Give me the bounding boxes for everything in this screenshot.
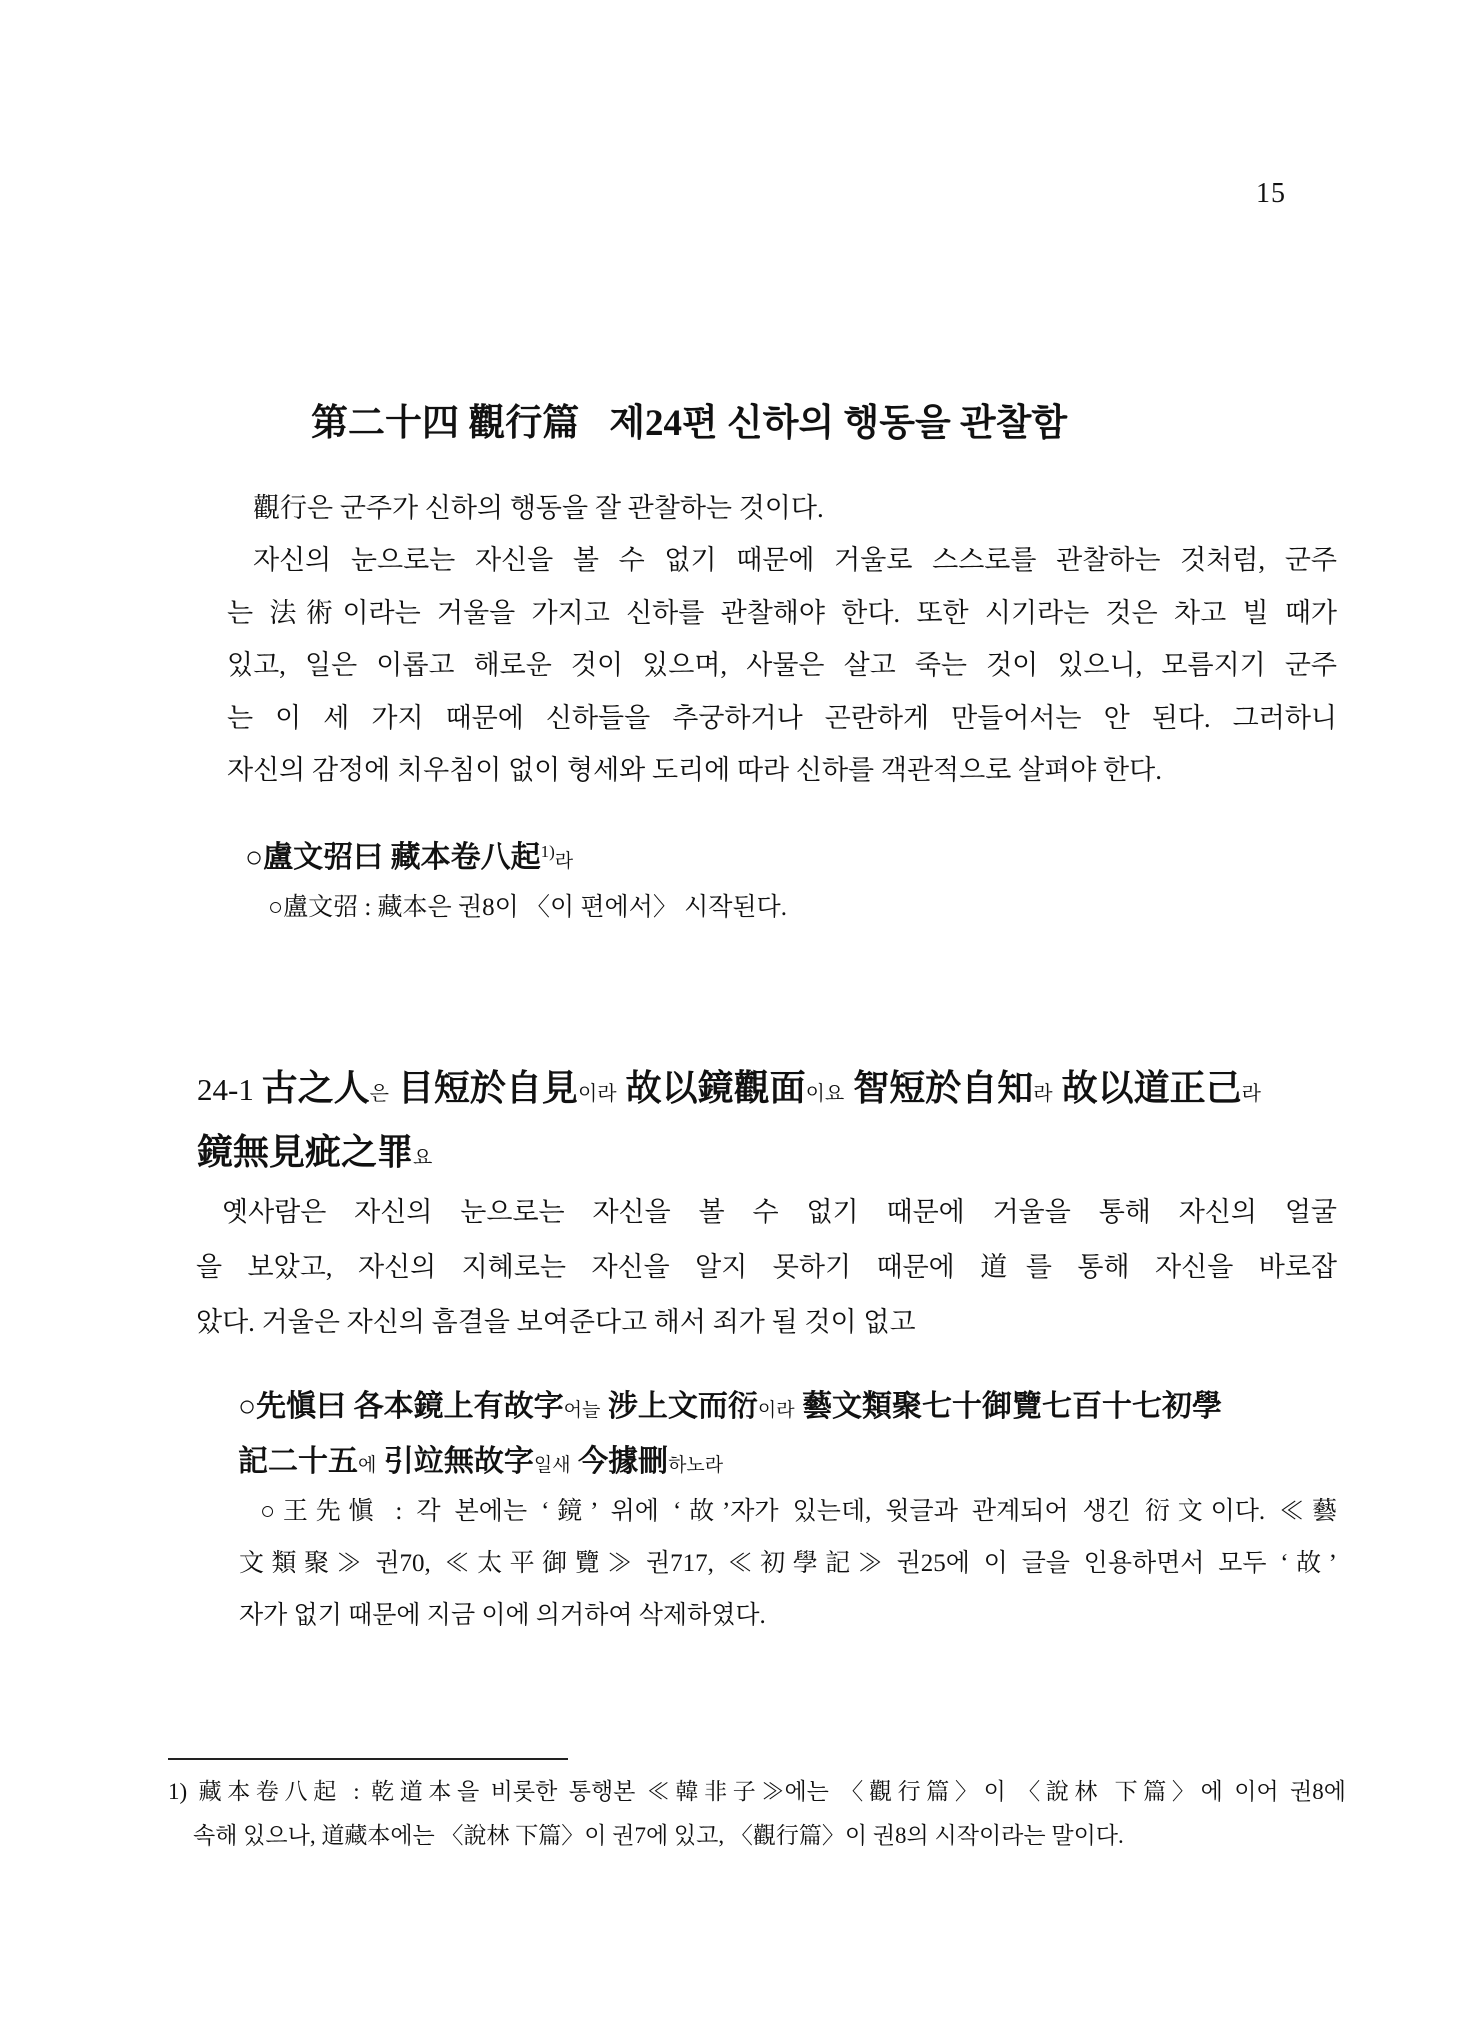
text-line: 文類聚≫ 권70, ≪太平御覽≫ 권717, ≪初學記≫ 권25에 이 글을 인용하면서 모두 ‘故’	[239, 1550, 1337, 1577]
text-line: ○王先愼 : 각 본에는 ‘鏡’ 위에 ‘故’자가 있는데, 윗글과 관계되어 생긴 衍文이다. ≪藝	[260, 1498, 1337, 1525]
lu-wenchao-commentary	[245, 832, 573, 872]
text-line: 자신의 감정에 치우침이 없이 형세와 도리에 따라 신하를 객관적으로 살펴야 한다.	[227, 754, 1162, 785]
text-line: 觀行은 군주가 신하의 행동을 잘 관찰하는 것이다.	[253, 493, 824, 523]
chapter-title-hanja: 第二十四 觀行篇	[311, 403, 580, 444]
footnote-line: 1) 藏本卷八起 : 乾道本을 비롯한 통행본 ≪韓非子≫에는 〈觀行篇〉이 〈說林 下篇〉에 이어 권8에	[168, 1779, 1346, 1804]
commentary-hanja-line: 記二十五에 引竝無故字일새 今據刪하노라	[238, 1445, 724, 1478]
text-line: 는 法術이라는 거울을 가지고 신하를 관찰해야 한다. 또한 시기라는 것은 차고 빌 때가	[227, 597, 1337, 628]
text-line: 자신의 눈으로는 자신을 볼 수 없기 때문에 거울로 스스로를 관찰하는 것처럼, 군주	[253, 545, 1337, 576]
section-translation	[196, 1185, 1337, 1350]
wang-xianshen-note	[239, 1486, 1337, 1642]
text-line: 자가 없기 때문에 지금 이에 의거하여 삭제하였다.	[239, 1602, 766, 1629]
footnote	[168, 1770, 1346, 1858]
footnote-separator-rule	[168, 1758, 568, 1760]
page-number: 15	[1256, 178, 1286, 209]
commentary-hanja-line: ○盧文弨曰 藏本卷八起1)라	[245, 841, 574, 872]
footnote-line: 속해 있으나, 道藏本에는 〈說林 下篇〉이 권7에 있고, 〈觀行篇〉이 권8의 시작이라는 말이다.	[193, 1823, 1124, 1848]
section-24-1-heading	[197, 1056, 1339, 1184]
text-line: 는 이 세 가지 때문에 신하들을 추궁하거나 곤란하게 만들어서는 안 된다. 그러하니	[227, 702, 1337, 733]
lu-wenchao-note	[268, 890, 787, 926]
text-line: 았다. 거울은 자신의 흠결을 보여준다고 해서 죄가 될 것이 없고	[196, 1307, 916, 1337]
wang-xianshen-commentary	[238, 1379, 1342, 1489]
text-line: ○盧文弨 : 藏本은 권8이 〈이 편에서〉 시작된다.	[268, 894, 787, 921]
heading-line: 24-1 古之人은 目短於自見이라 故以鏡觀面이요 智短於自知라 故以道正己라	[197, 1068, 1261, 1108]
text-line: 을 보았고, 자신의 지혜로는 자신을 알지 못하기 때문에 道를 통해 자신을 바로잡	[196, 1252, 1337, 1282]
text-line: 옛사람은 자신의 눈으로는 자신을 볼 수 없기 때문에 거울을 통해 자신의 얼굴	[222, 1197, 1337, 1227]
commentary-hanja-line: ○先愼曰 各本鏡上有故字어늘 涉上文而衍이라 藝文類聚七十御覽七百十七初學	[238, 1390, 1223, 1423]
heading-line: 鏡無見疵之罪요	[197, 1132, 433, 1172]
chapter-title-korean: 제24편 신하의 행동을 관찰함	[609, 403, 1068, 444]
text-line: 있고, 일은 이롭고 해로운 것이 있으며, 사물은 살고 죽는 것이 있으니, 모름지기 군주	[227, 650, 1337, 681]
chapter-title	[311, 392, 1067, 446]
intro-paragraphs	[227, 482, 1337, 796]
